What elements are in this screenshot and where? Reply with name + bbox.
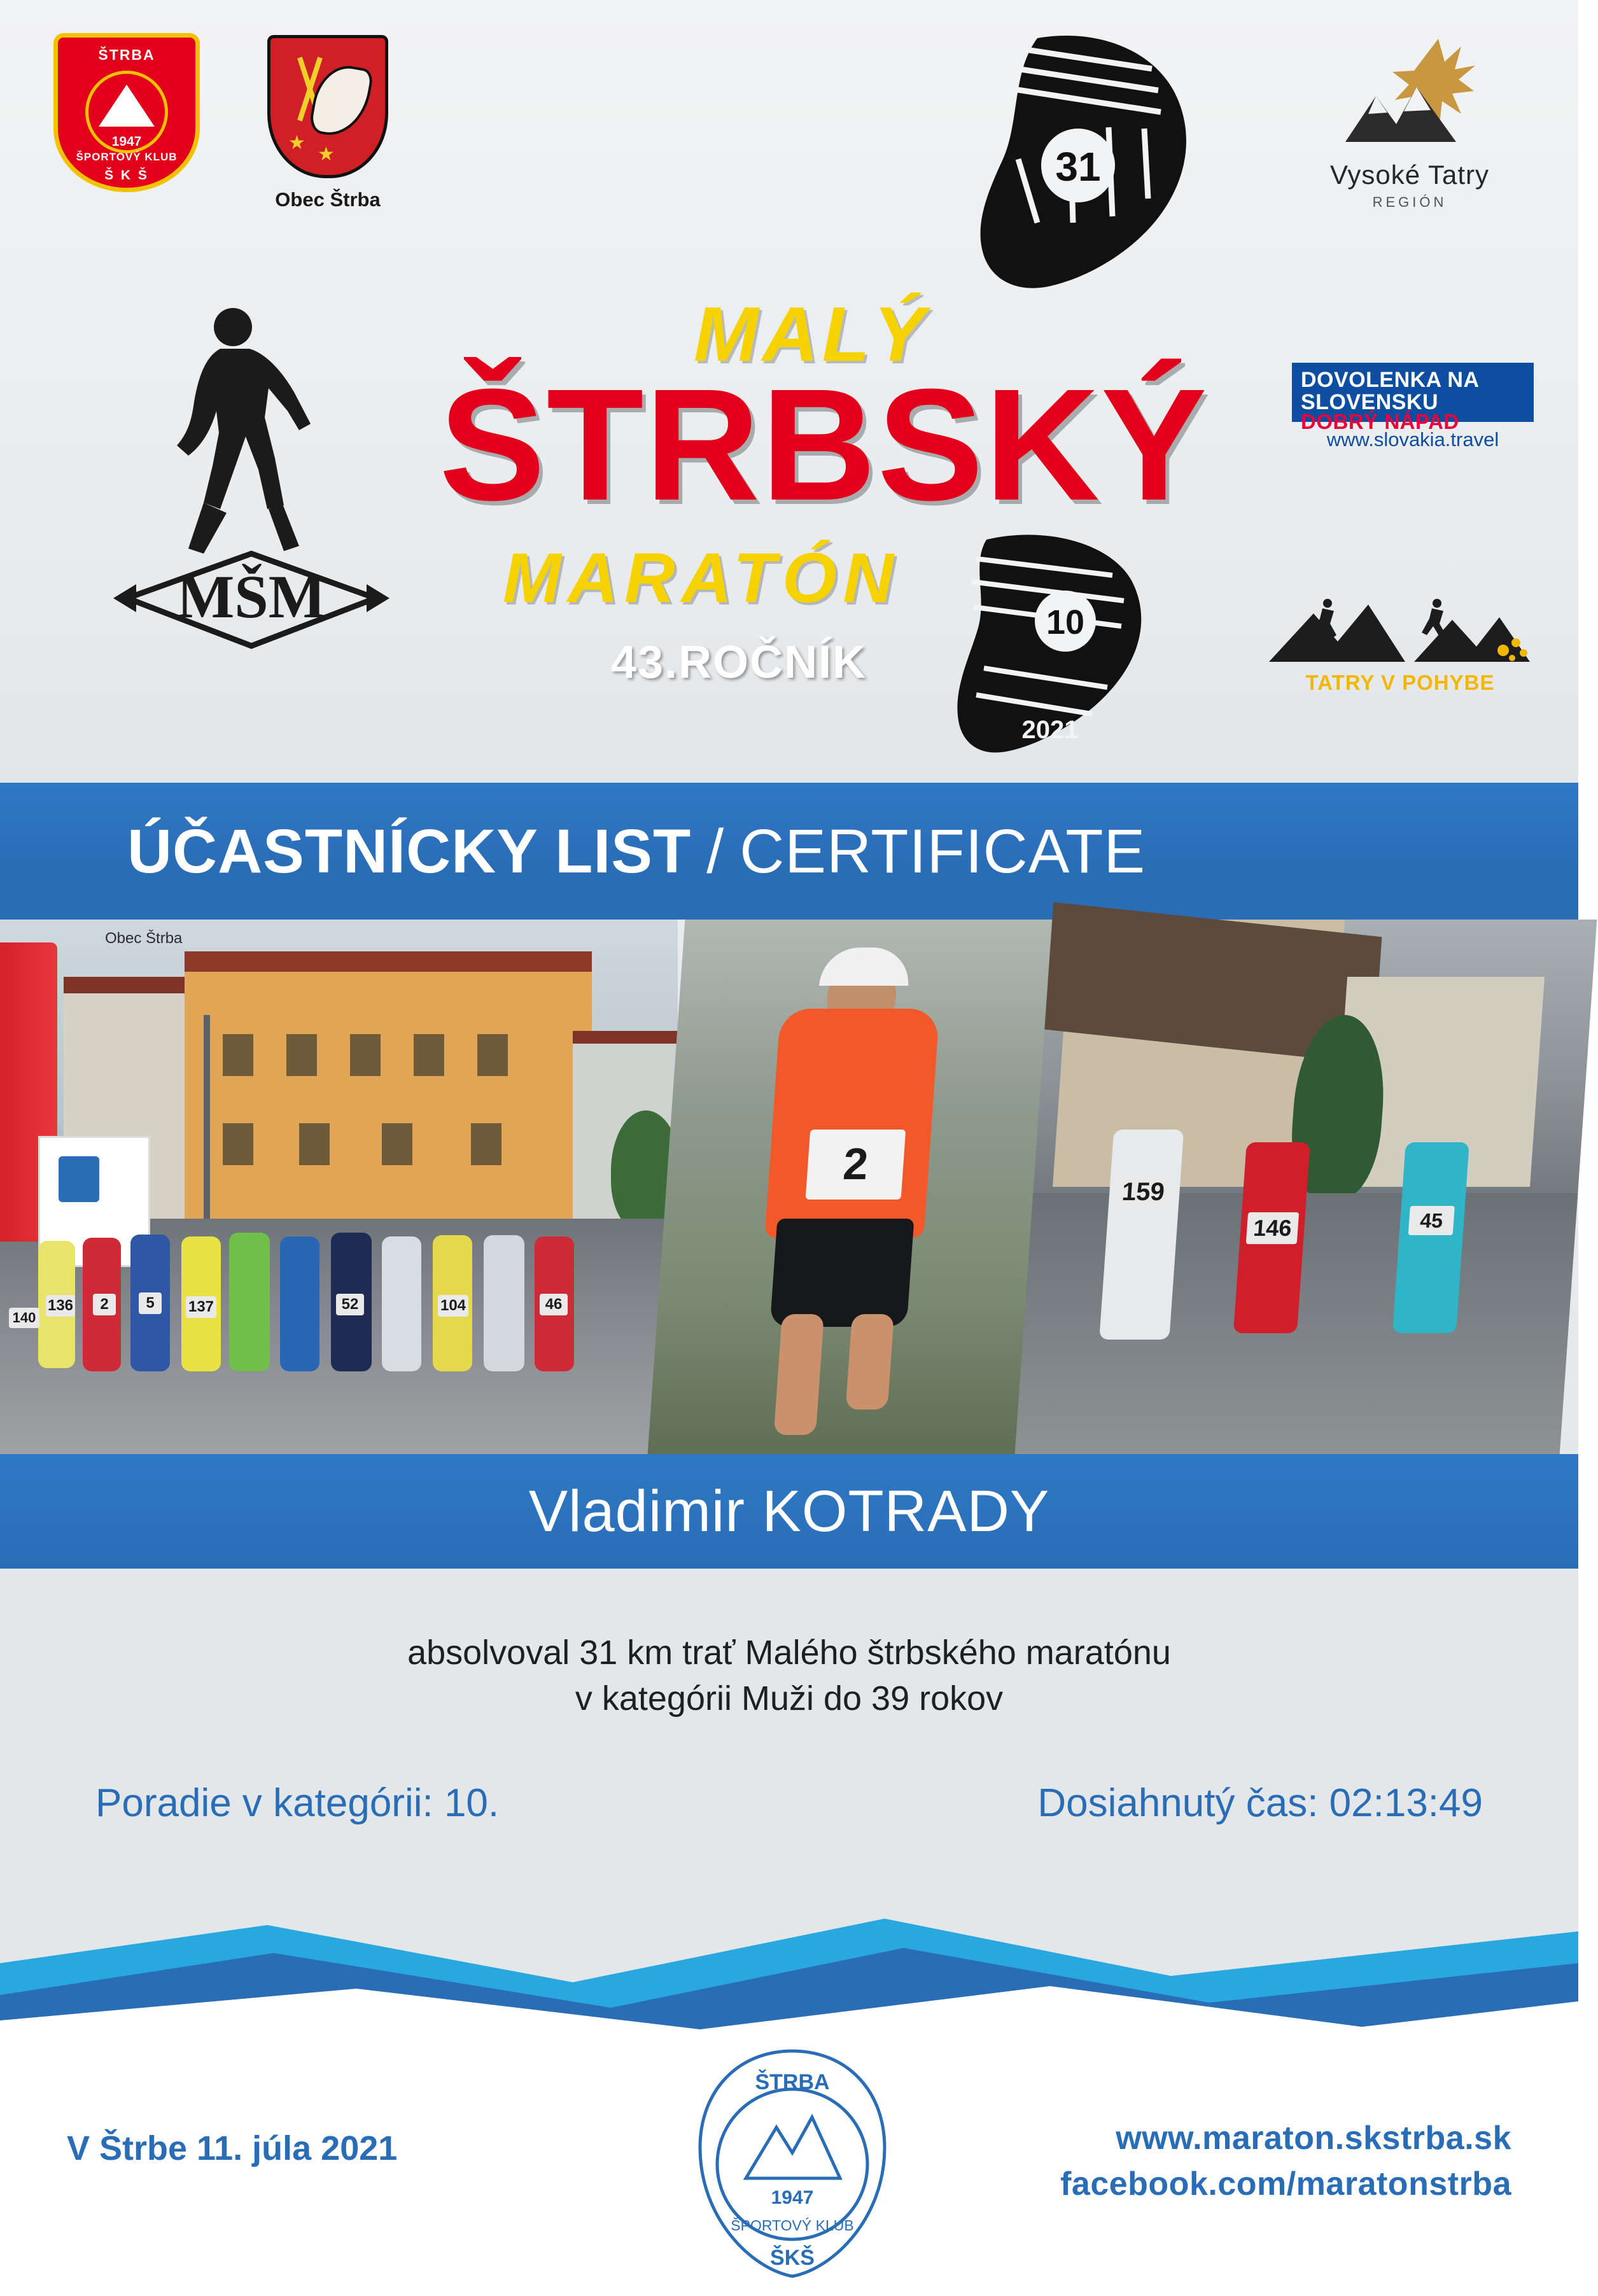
result-stats: [0, 1722, 1578, 1826]
photo-start-line: [0, 920, 678, 1454]
photo1-window: [414, 1034, 444, 1076]
footer-club-logo: [687, 2046, 897, 2281]
slovakia-line2: SLOVENSKU: [1301, 389, 1439, 414]
photo1-bib: 136: [46, 1295, 75, 1317]
achievement-line-1: absolvoval 31 km trať Malého štrbského maratónu: [407, 1634, 1171, 1672]
facebook-link[interactable]: facebook.com/maratonstrba: [1060, 2166, 1511, 2202]
certificate-body: [0, 1569, 1578, 1887]
sks-top-text: ŠTRBA: [98, 46, 155, 63]
photo2-leg: [774, 1314, 824, 1435]
photo1-bib: 46: [540, 1294, 568, 1315]
participant-name: Vladimir KOTRADY: [528, 1478, 1050, 1544]
banner-separator: /: [706, 816, 725, 886]
tatry-region: REGIÓN: [1372, 194, 1447, 210]
msm-runner-emblem: [108, 299, 395, 681]
certificate-date: V Štrbe 11. júla 2021: [67, 2129, 398, 2167]
photo3-runner-1: [1099, 1130, 1184, 1340]
coat-of-arms-shield: [267, 35, 388, 178]
photo-strip: [0, 920, 1578, 1454]
svg-text:MŠM: MŠM: [176, 563, 326, 631]
sks-sport-text: ŠPORTOVÝ KLUB: [76, 151, 178, 163]
banner-title-sk: ÚČASTNÍCKY LIST: [127, 816, 692, 886]
mountain-runners-icon: [1266, 592, 1534, 668]
slovakia-travel-banner[interactable]: [1292, 363, 1534, 451]
photo1-bib: 140: [9, 1308, 39, 1328]
photo2-singlet: [764, 1009, 939, 1238]
photo1-runner: [229, 1233, 270, 1371]
photo1-window: [286, 1034, 317, 1076]
photo1-runner: [280, 1236, 319, 1371]
banner-title-en: CERTIFICATE: [739, 816, 1146, 886]
photo2-bib: 2: [806, 1130, 906, 1200]
photo1-window: [350, 1034, 381, 1076]
slovakia-travel-box: [1292, 363, 1534, 433]
photo1-lamp-post: [204, 1015, 210, 1225]
wave-decoration: [0, 1887, 1578, 2040]
photo1-window: [382, 1123, 412, 1165]
tatry-name: Vysoké Tatry: [1329, 160, 1490, 190]
footer: [0, 2040, 1578, 2296]
photo1-banner-logo: [59, 1156, 99, 1202]
photo1-bib: 137: [186, 1296, 216, 1318]
slovakia-line3: DOBRÝ NÁPAD: [1301, 410, 1459, 433]
vysoke-tatry-logo: [1305, 35, 1515, 211]
title-edition: 43.ROČNÍK: [611, 637, 867, 688]
website-link[interactable]: www.maraton.skstrba.sk: [1116, 2120, 1511, 2157]
photo1-bib: 5: [139, 1292, 162, 1314]
tatry-v-pohybe-label: TATRY V POHYBE: [1305, 671, 1495, 694]
photo1-window: [477, 1034, 508, 1076]
photo2-shorts: [770, 1219, 915, 1327]
title-strbsky: ŠTRBSKÝ: [439, 356, 1209, 533]
star-icon: ★: [288, 132, 305, 153]
slovakia-travel-url[interactable]: www.slovakia.travel: [1326, 428, 1499, 451]
footer-links: [1060, 2119, 1511, 2203]
sks-shield: [53, 33, 200, 192]
photo1-window: [299, 1123, 330, 1165]
photo1-runner: [484, 1235, 524, 1371]
header: [0, 0, 1578, 783]
photo3-runner-3: [1392, 1142, 1469, 1333]
footer-logo-top: ŠTRBA: [755, 2070, 830, 2094]
photo-three-runners: [1015, 920, 1597, 1454]
municipality-coat-of-arms: [255, 35, 401, 211]
title-maly: MALÝ: [694, 291, 929, 377]
photo-single-runner: [648, 920, 1058, 1454]
slovakia-line1: DOVOLENKA NA: [1301, 368, 1480, 392]
photo1-window: [223, 1123, 253, 1165]
category-rank: Poradie v kategórii: 10.: [95, 1781, 500, 1825]
photo3-bib: 146: [1246, 1212, 1299, 1244]
photo1-bib: 52: [336, 1294, 364, 1315]
title-maraton: MARATÓN: [503, 539, 900, 617]
photo1-bib: 104: [438, 1295, 468, 1317]
achievement-line-2: v kategórii Muži do 39 rokov: [575, 1679, 1004, 1718]
photo1-window: [223, 1034, 253, 1076]
svg-text:2021: 2021: [1021, 716, 1079, 744]
mountain-icon: [99, 85, 155, 127]
svg-text:1947: 1947: [771, 2187, 814, 2208]
photo1-bib: 2: [93, 1294, 116, 1315]
photo3-bib: 45: [1408, 1206, 1455, 1235]
certificate-banner: [0, 783, 1578, 920]
municipality-label: Obec Štrba: [275, 188, 381, 211]
svg-text:ŠKŠ: ŠKŠ: [770, 2246, 815, 2270]
shoe-print-icon-31: [942, 32, 1216, 312]
participant-name-banner: [0, 1454, 1578, 1569]
svg-text:10: 10: [1046, 603, 1085, 641]
photo1-caption: Obec Štrba: [105, 930, 183, 947]
sks-club-logo: [53, 33, 200, 211]
photo3-bib: 159: [1114, 1174, 1172, 1210]
sks-bottom-text: Š K Š: [104, 168, 149, 183]
finish-time: Dosiahnutý čas: 02:13:49: [1037, 1781, 1483, 1825]
tatry-v-pohybe-logo: [1266, 592, 1534, 695]
svg-text:ŠPORTOVÝ KLUB: ŠPORTOVÝ KLUB: [731, 2217, 854, 2234]
star-icon: ★: [318, 144, 335, 165]
shoe-number: 31: [1055, 144, 1101, 190]
sks-year: 1947: [111, 134, 142, 149]
photo1-window: [471, 1123, 501, 1165]
sun-mountain-icon: [1343, 35, 1476, 156]
photo2-leg: [846, 1314, 894, 1410]
photo1-runner: [382, 1236, 421, 1371]
shoe-print-icon-10: [948, 528, 1165, 764]
photo1-building-main: [185, 951, 592, 1239]
